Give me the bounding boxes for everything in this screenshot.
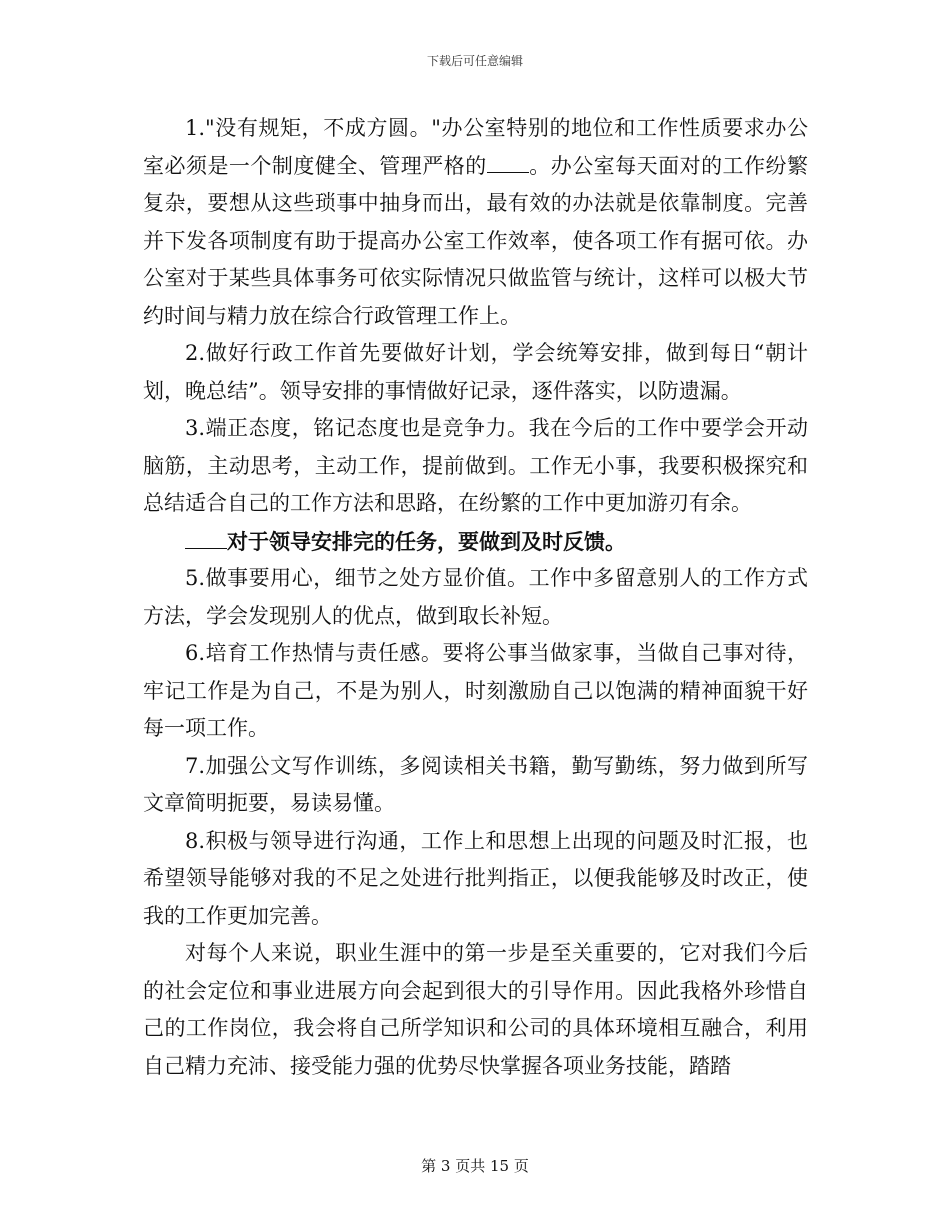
paragraph-6: 6.培育工作热情与责任感。要将公事当做家事，当做自己事对待，牢记工作是为自己，不是为别人，时刻激励自己以饱满的精神面貌干好每一项工作。: [143, 641, 808, 740]
paragraph-5: 5.做事要用心，细节之处方显价值。工作中多留意别人的工作方式方法，学会发现别人的优点，做到取长补短。: [143, 566, 808, 628]
paragraph-4: [143, 523, 808, 561]
paragraph-3: 3.端正态度，铭记态度也是竞争力。我在今后的工作中要学会开动脑筋，主动思考，主动工作，提前做到。工作无小事，我要积极探究和总结适合自己的工作方法和思路，在纷繁的工作中更加游刃有余。: [143, 416, 808, 515]
paragraph-1-text: 1."没有规矩，不成方圆。"办公室特别的地位和工作性质要求办公室必须是一个制度健全、管理严格的: [143, 116, 808, 178]
paragraph-7: 7.加强公文写作训练，多阅读相关书籍，勤写勤练，努力做到所写文章简明扼要，易读易懂。: [143, 753, 808, 815]
paragraph-4-text: 对于领导安排完的任务，要做到及时反馈。: [227, 528, 626, 554]
page-footer: 第 3 页共 15 页: [421, 1157, 529, 1175]
fill-blank: [185, 530, 227, 549]
paragraph-8: 8.积极与领导进行沟通，工作上和思想上出现的问题及时汇报，也希望领导能够对我的不足之处进行批判指正，以便我能够及时改正，使我的工作更加完善。: [143, 828, 808, 928]
paragraph-2: 2.做好行政工作首先要做好计划，学会统筹安排，做到每日“朝计划，晚总结”。领导安排的事情做好记录，逐件落实，以防遗漏。: [143, 341, 808, 403]
fill-blank: [487, 154, 529, 173]
document-body: [143, 110, 808, 1085]
page-header: 下载后可任意编辑: [426, 54, 523, 68]
paragraph-1-text-continued: 。办公室每天面对的工作纷繁复杂，要想从这些琐事中抽身而出，最有效的办法就是依靠制度。完善并下发各项制度有助于提高办公室工作效率，使各项工作有据可依。办公室对于某些具体事务可依实际情况只做监管与统计，这样可以极大节约时间与精力放在综合行政管理工作上。: [143, 153, 809, 328]
paragraph-1: [143, 110, 808, 335]
paragraph-9: 对每个人来说，职业生涯中的第一步是至关重要的，它对我们今后的社会定位和事业进展方向会起到很大的引导作用。因此我格外珍惜自己的工作岗位，我会将自己所学知识和公司的具体环境相互融合，利用自己精力充沛、接受能力强的优势尽快掌握各项业务技能，踏踏: [143, 941, 808, 1078]
